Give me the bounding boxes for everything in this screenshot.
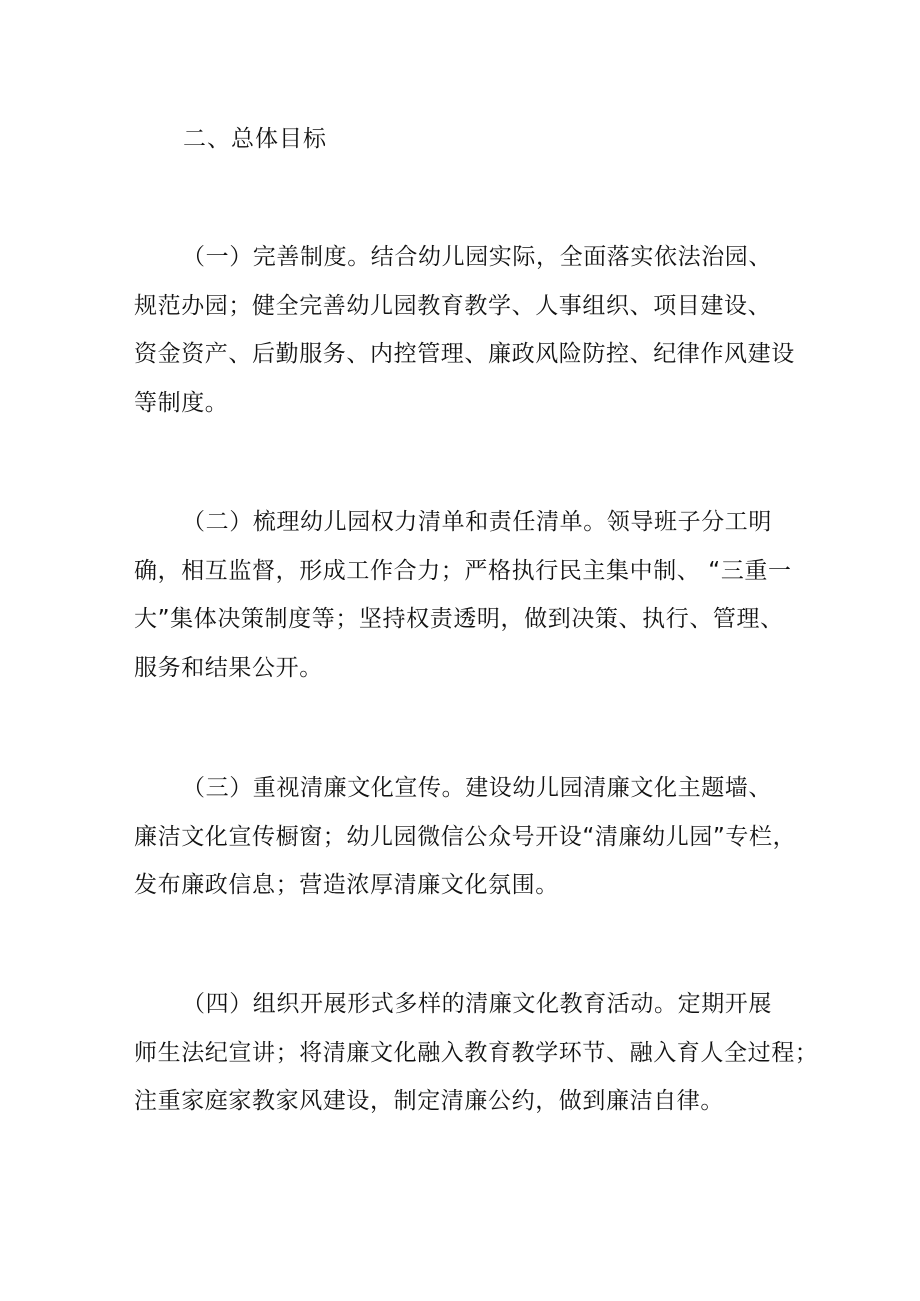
paragraph-3 bbox=[134, 764, 797, 910]
paragraph-line: （二）梳理幼儿园权力清单和责任清单。领导班子分工明 bbox=[182, 509, 772, 535]
paragraph-line: 规范办园；健全完善幼儿园教育教学、人事组织、项目建设、 bbox=[134, 292, 772, 319]
paragraph-line: 确，相互监督，形成工作合力；严格执行民主集中制、 “三重一 bbox=[134, 557, 792, 584]
paragraph-line: 大”集体决策制度等；坚持权责透明，做到决策、执行、管理、 bbox=[134, 606, 784, 632]
section-heading: 二、总体目标 bbox=[183, 126, 327, 152]
paragraph-line: 注重家庭家教家风建设，制定清廉公约，做到廉洁自律。 bbox=[134, 1088, 724, 1114]
paragraph-line: 廉洁文化宣传橱窗；幼儿园微信公众号开设“清廉幼儿园”专栏， bbox=[134, 823, 797, 850]
paragraph-1 bbox=[134, 233, 794, 427]
paragraph-line: 等制度。 bbox=[134, 389, 229, 416]
paragraph-line: （三）重视清廉文化宣传。建设幼儿园清廉文化主题墙、 bbox=[182, 775, 772, 801]
paragraph-2 bbox=[134, 498, 794, 692]
paragraph-line: 师生法纪宣讲；将清廉文化融入教育教学环节、融入育人全过程； bbox=[134, 1039, 819, 1066]
paragraph-line: 发布廉政信息；营造浓厚清廉文化氛围。 bbox=[134, 872, 559, 898]
paragraph-4 bbox=[134, 980, 819, 1126]
paragraph-line: 资金资产、后勤服务、内控管理、廉政风险防控、纪律作风建设 bbox=[134, 341, 795, 367]
paragraph-line: （一）完善制度。结合幼儿园实际，全面落实依法治园、 bbox=[182, 244, 772, 270]
paragraph-line: （四）组织开展形式多样的清廉文化教育活动。定期开展 bbox=[182, 991, 772, 1017]
paragraph-line: 服务和结果公开。 bbox=[134, 654, 323, 681]
